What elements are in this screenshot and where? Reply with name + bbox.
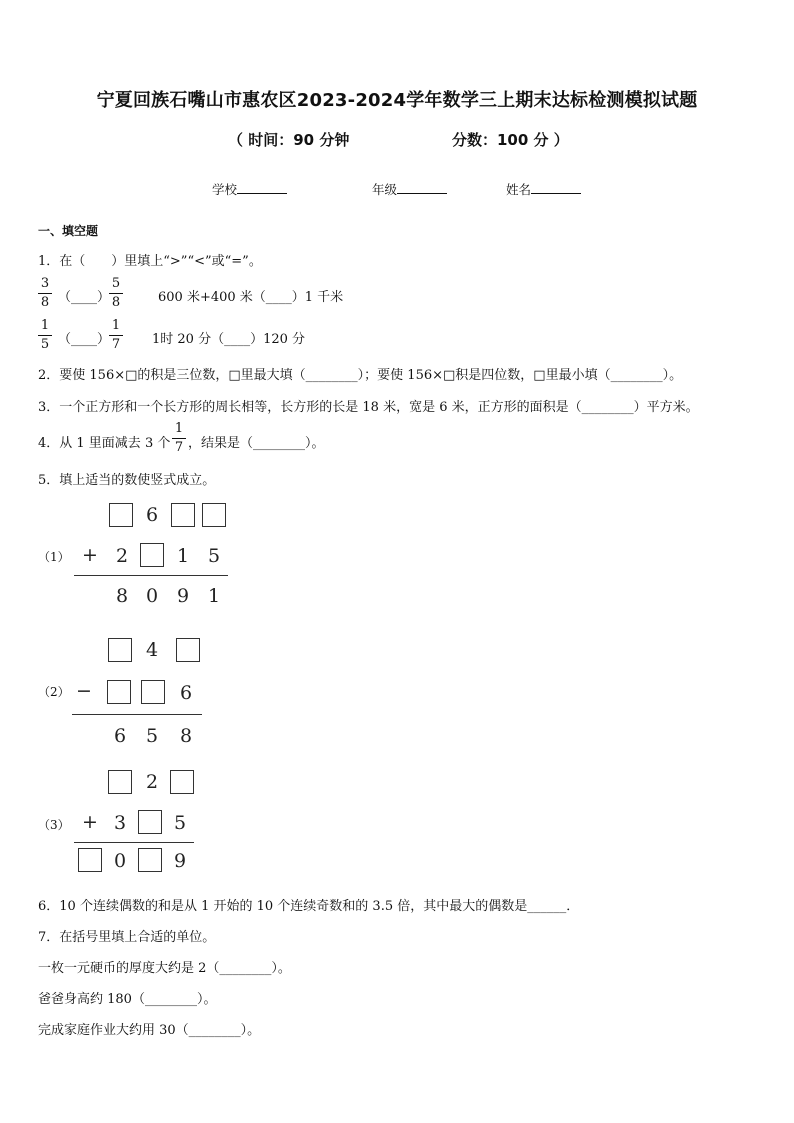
answer-box[interactable] <box>202 503 226 527</box>
numerator: 5 <box>111 276 121 291</box>
name-label: 姓名 <box>506 182 532 197</box>
problem-label: （1） <box>38 550 70 564</box>
digit: 6 <box>114 725 127 747</box>
numerator: 1 <box>174 421 184 436</box>
answer-box[interactable] <box>138 848 162 872</box>
q6-text: 6．10 个连续偶数的和是从 1 开始的 10 个连续奇数和的 3.5 倍，其中最大的偶数是______． <box>38 899 580 914</box>
digit: 0 <box>114 850 127 872</box>
plus-sign: + <box>82 811 98 833</box>
digit: 8 <box>116 585 129 607</box>
digit: 5 <box>146 725 159 747</box>
exam-time: （ 时间：90 分钟 <box>228 131 350 149</box>
grade-blank[interactable] <box>397 181 447 194</box>
sum-line <box>74 575 228 576</box>
q1-right-2: 1时 20 分（____）120 分 <box>152 332 306 347</box>
school-field <box>212 180 287 198</box>
answer-box[interactable] <box>138 810 162 834</box>
answer-box[interactable] <box>171 503 195 527</box>
digit: 5 <box>174 812 187 834</box>
digit: 4 <box>146 639 159 661</box>
sum-line <box>74 842 194 843</box>
section-heading: 一、填空题 <box>38 224 99 238</box>
q1-frac-1-5 <box>38 318 52 353</box>
problem-label: （3） <box>38 818 70 832</box>
digit: 3 <box>114 812 127 834</box>
digit: 2 <box>146 771 159 793</box>
answer-box[interactable] <box>141 680 165 704</box>
grade-field <box>372 180 447 198</box>
denominator: 8 <box>40 295 50 310</box>
answer-box[interactable] <box>176 638 200 662</box>
numerator: 1 <box>111 318 121 333</box>
q1-blank-1[interactable]: （____） <box>58 290 111 305</box>
answer-box[interactable] <box>170 770 194 794</box>
answer-box[interactable] <box>140 543 164 567</box>
page-title: 宁夏回族石嘴山市惠农区2023-2024学年数学三上期末达标检测模拟试题 <box>96 90 698 111</box>
plus-sign: + <box>82 544 98 566</box>
answer-box[interactable] <box>108 770 132 794</box>
name-blank[interactable] <box>531 181 581 194</box>
digit: 2 <box>116 545 129 567</box>
answer-box[interactable] <box>107 680 131 704</box>
digit: 5 <box>208 545 221 567</box>
denominator: 8 <box>111 295 121 310</box>
digit: 8 <box>180 725 193 747</box>
digit: 9 <box>174 850 187 872</box>
q5-prompt: 5．填上适当的数使竖式成立。 <box>38 473 216 488</box>
answer-box[interactable] <box>78 848 102 872</box>
q1-right-1: 600 米+400 米（____）1 千米 <box>158 290 344 305</box>
answer-box[interactable] <box>109 503 133 527</box>
digit: 6 <box>146 504 159 526</box>
q1-frac-1-7 <box>109 318 123 353</box>
q7-prompt: 7．在括号里填上合适的单位。 <box>38 930 216 945</box>
q4-frac-1-7 <box>172 421 186 456</box>
q2-text: 2．要使 156×□的积是三位数，□里最大填（________）；要使 156×□积是四位数，□里最小填（________）。 <box>38 368 683 383</box>
minus-sign: − <box>76 680 92 702</box>
q7-item-c: 完成家庭作业大约用 30（________）。 <box>38 1023 261 1038</box>
numerator: 3 <box>40 276 50 291</box>
digit: 1 <box>208 585 221 607</box>
name-field <box>506 180 581 198</box>
numerator: 1 <box>40 318 50 333</box>
digit: 6 <box>180 682 193 704</box>
denominator: 5 <box>40 337 50 352</box>
school-label: 学校 <box>212 182 238 197</box>
q7-item-b: 爸爸身高约 180（________）。 <box>38 992 217 1007</box>
exam-score: 分数：100 分 ） <box>452 131 569 149</box>
denominator: 7 <box>111 337 121 352</box>
grade-label: 年级 <box>372 182 398 197</box>
q1-frac-5-8 <box>109 276 123 311</box>
q4-text-after: ，结果是（________）。 <box>188 436 325 451</box>
digit: 1 <box>177 545 190 567</box>
denominator: 7 <box>174 440 184 455</box>
digit: 9 <box>177 585 190 607</box>
difference-line <box>72 714 202 715</box>
answer-box[interactable] <box>108 638 132 662</box>
problem-label: （2） <box>38 685 70 699</box>
school-blank[interactable] <box>237 181 287 194</box>
q1-frac-3-8 <box>38 276 52 311</box>
digit: 0 <box>146 585 159 607</box>
q1-prompt: 1．在（ ）里填上“>”“<”或“=”。 <box>38 254 262 269</box>
q4-text-before: 4．从 1 里面减去 3 个 <box>38 436 171 451</box>
q7-item-a: 一枚一元硬币的厚度大约是 2（________）。 <box>38 961 291 976</box>
q3-text: 3．一个正方形和一个长方形的周长相等，长方形的长是 18 米，宽是 6 米，正方形的面积是（________）平方米。 <box>38 400 699 415</box>
q1-blank-2[interactable]: （____） <box>58 332 111 347</box>
